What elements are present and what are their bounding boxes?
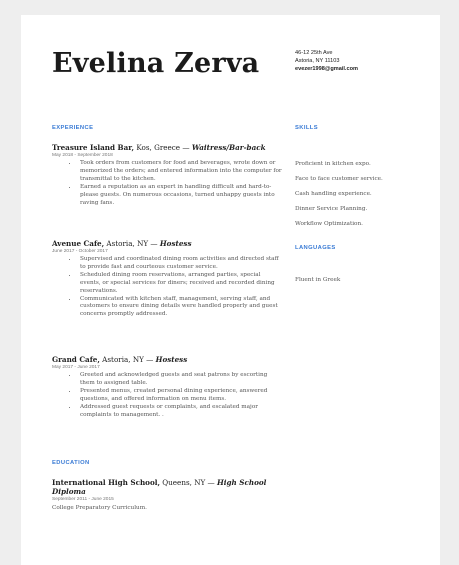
job-bullets <box>52 160 282 207</box>
education-entry <box>52 478 272 512</box>
resume-name: Evelina Zerva <box>52 48 260 79</box>
job-bullets <box>52 256 282 319</box>
job-bullet: • Addressed guest requests or complaints, and escalated major complaints to management. . <box>78 404 282 420</box>
job-bullet: • Supervised and coordinated dining room activities and directed staff to provide fast and courteous customer service. <box>78 256 282 272</box>
education-dates: September 2011 - June 2015 <box>52 497 114 502</box>
education-description: College Preparatory Curriculum. <box>52 505 147 511</box>
contact-block <box>295 49 358 73</box>
job-dates: June 2017 - October 2017 <box>52 249 108 254</box>
education-heading: EDUCATION <box>52 460 90 466</box>
job-bullet: • Earned a reputation as an expert in handling difficult and hard-to-please guests. On numerous occasions, turned unhappy guests into raving fans. <box>78 184 282 208</box>
resume-page <box>21 15 440 565</box>
job-bullet: • Greeted and acknowledged guests and seat patrons by escorting them to assigned table. <box>78 372 282 388</box>
email-address: evezer1998@gmail.com <box>295 66 358 72</box>
job-entry <box>52 239 282 319</box>
address-line-2: Astoria, NY 11103 <box>295 58 340 64</box>
skill-item: Proficient in kitchen expo. <box>295 161 371 167</box>
job-dates: May 2018 - September 2018 <box>52 153 113 158</box>
job-entry <box>52 143 282 207</box>
languages-list <box>295 277 340 283</box>
job-title: Grand Cafe, Astoria, NY — Hostess <box>52 355 188 364</box>
skill-item: Workflow Optimization. <box>295 221 363 227</box>
job-title: Avenue Cafe, Astoria, NY — Hostess <box>52 239 192 248</box>
job-bullet: • Took orders from customers for food and beverages, wrote down or memorized the orders; and entered information into the computer for transmittal to the kitchen. <box>78 160 282 184</box>
education-title: International High School, Queens, NY — High School Diploma <box>52 478 267 496</box>
job-dates: May 2017 - June 2017 <box>52 365 100 370</box>
skills-list <box>295 157 383 232</box>
skill-item: Dinner Service Planning. <box>295 206 368 212</box>
job-title: Treasure Island Bar, Kos, Greece — Waitress/Bar-back <box>52 143 266 152</box>
languages-heading: LANGUAGES <box>295 245 336 251</box>
job-bullet: • Communicated with kitchen staff, management, serving staff, and customers to ensure dining details were handled properly and guest concerns promptly addressed. <box>78 296 282 320</box>
skill-item: Face to face customer service. <box>295 176 383 182</box>
job-bullets <box>52 372 282 419</box>
skill-item: Cash handling experience. <box>295 191 372 197</box>
experience-heading: EXPERIENCE <box>52 125 94 131</box>
job-bullet: • Scheduled dining room reservations, arranged parties, special events, or special services for diners; received and recorded dining reservations. <box>78 272 282 296</box>
job-bullet: • Presented menus, created personal dining experience, answered questions, and offered information on menu items. <box>78 388 282 404</box>
job-entry <box>52 355 282 419</box>
address-line-1: 46-12 25th Ave <box>295 50 333 56</box>
skills-heading: SKILLS <box>295 125 319 131</box>
language-item: Fluent in Greek <box>295 277 341 283</box>
